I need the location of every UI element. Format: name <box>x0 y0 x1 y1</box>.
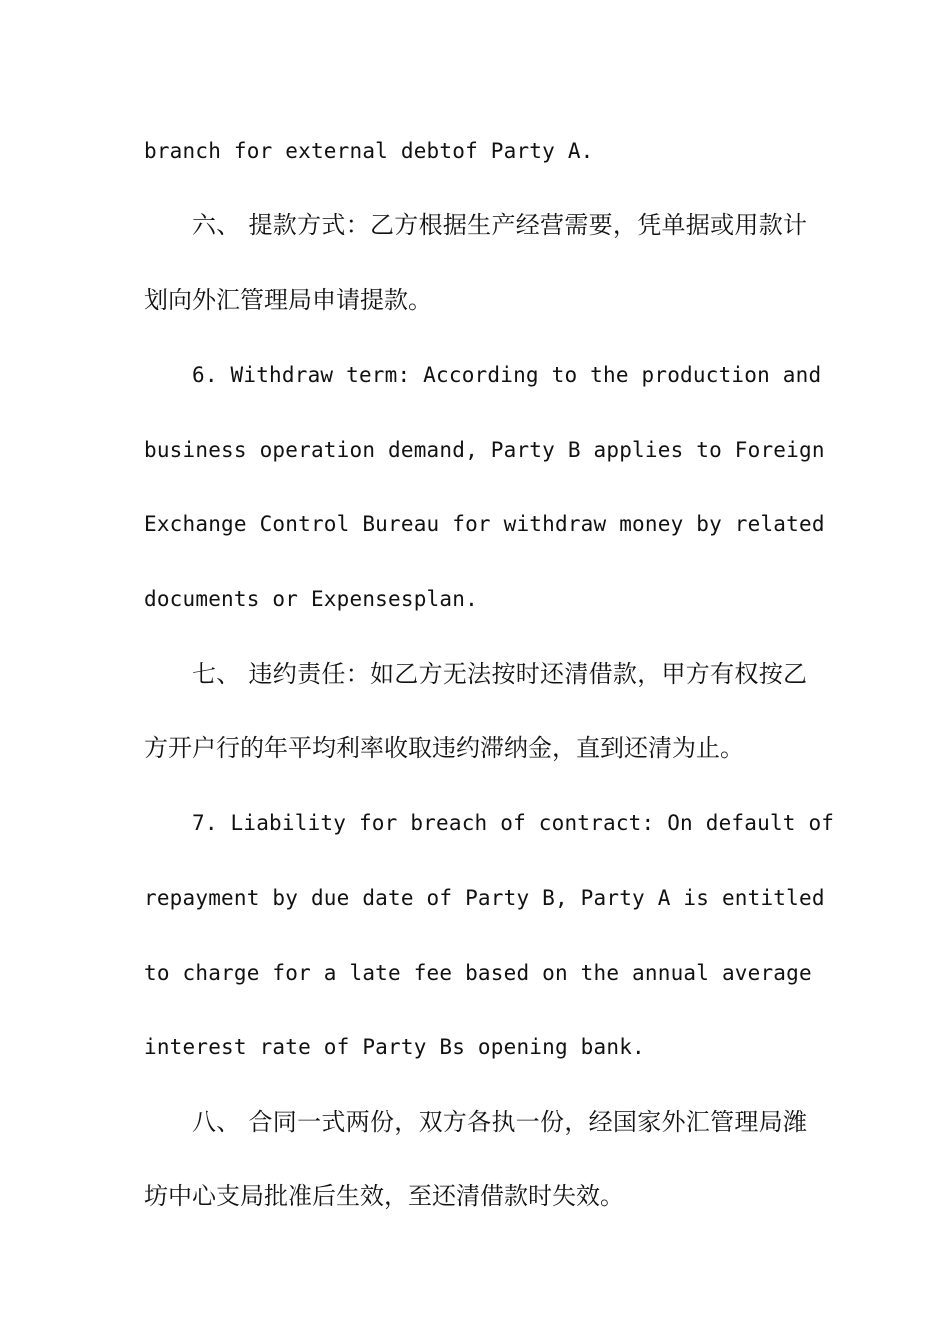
clause-6-english-line-1: 6. Withdraw term: According to the production and <box>192 363 822 387</box>
clause-8-chinese-line-2: 坊中心支局批准后生效，至还清借款时失效。 <box>144 1182 624 1210</box>
text-line: branch for external debtof Party A. <box>144 139 594 163</box>
clause-6-english-line-3: Exchange Control Bureau for withdraw money by related <box>144 512 825 536</box>
clause-7-english-line-4: interest rate of Party Bs opening bank. <box>144 1035 645 1059</box>
clause-7-english-line-1: 7. Liability for breach of contract: On default of <box>192 811 835 835</box>
clause-6-english-line-2: business operation demand, Party B applies to Foreign <box>144 438 825 462</box>
clause-6-chinese-line-2: 划向外汇管理局申请提款。 <box>144 286 432 314</box>
clause-6-english-line-4: documents or Expensesplan. <box>144 587 478 611</box>
clause-8-chinese-line-1: 八、 合同一式两份，双方各执一份，经国家外汇管理局潍 <box>192 1108 807 1136</box>
clause-7-english-line-2: repayment by due date of Party B, Party A is entitled <box>144 886 825 910</box>
clause-7-chinese-line-1: 七、 违约责任：如乙方无法按时还清借款，甲方有权按乙 <box>192 660 807 688</box>
clause-7-chinese-line-2: 方开户行的年平均利率收取违约滞纳金，直到还清为止。 <box>144 734 744 762</box>
clause-6-chinese-line-1: 六、 提款方式：乙方根据生产经营需要，凭单据或用款计 <box>192 211 807 239</box>
clause-7-english-line-3: to charge for a late fee based on the annual average <box>144 961 812 985</box>
